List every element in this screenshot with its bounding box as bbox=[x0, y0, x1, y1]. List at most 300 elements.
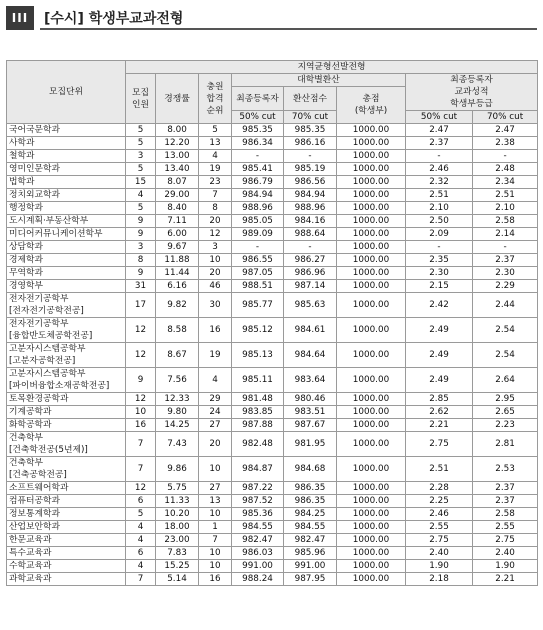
cell-dept bbox=[7, 215, 126, 228]
cell-quota: 4 bbox=[126, 534, 156, 547]
cell-s70: 988.96 bbox=[284, 202, 337, 215]
dept-line: 산업보안학과 bbox=[9, 522, 60, 532]
cell-quota: 9 bbox=[126, 215, 156, 228]
cell-dept bbox=[7, 573, 126, 586]
cell-s50: 983.85 bbox=[232, 406, 284, 419]
dept-line: 국어국문학과 bbox=[9, 125, 60, 135]
cell-dept bbox=[7, 163, 126, 176]
table-row bbox=[7, 280, 538, 293]
cell-comp: 7.11 bbox=[156, 215, 199, 228]
cell-g50: 2.21 bbox=[406, 419, 473, 432]
cell-total: 1000.00 bbox=[337, 189, 406, 202]
cell-s70: 981.95 bbox=[284, 432, 337, 457]
cell-s50: 987.88 bbox=[232, 419, 284, 432]
cell-comp: 5.75 bbox=[156, 482, 199, 495]
table-row bbox=[7, 267, 538, 280]
cell-total: 1000.00 bbox=[337, 280, 406, 293]
cell-total: 1000.00 bbox=[337, 368, 406, 393]
dept-line: 경영학부 bbox=[9, 281, 43, 291]
cell-dept bbox=[7, 495, 126, 508]
cell-total: 1000.00 bbox=[337, 457, 406, 482]
cell-s70: 982.47 bbox=[284, 534, 337, 547]
cell-quota: 16 bbox=[126, 419, 156, 432]
section-title: [수시] 학생부교과전형 bbox=[44, 11, 184, 27]
dept-line: 건축학부 bbox=[9, 458, 43, 468]
cell-g50: 2.35 bbox=[406, 254, 473, 267]
cell-comp: 11.88 bbox=[156, 254, 199, 267]
cell-s70: 986.56 bbox=[284, 176, 337, 189]
cell-total: 1000.00 bbox=[337, 343, 406, 368]
cell-total: 1000.00 bbox=[337, 560, 406, 573]
dept-line: 무역학과 bbox=[9, 268, 43, 278]
dept-line: [건축학전공(5년제)] bbox=[9, 445, 88, 455]
header-grade-cut50: 50% cut bbox=[406, 111, 473, 124]
table-row bbox=[7, 163, 538, 176]
cell-s50: 984.94 bbox=[232, 189, 284, 202]
cell-wait: 10 bbox=[199, 457, 232, 482]
dept-line: 전자전기공학부 bbox=[9, 294, 69, 304]
cell-g70: 1.90 bbox=[473, 560, 538, 573]
cell-wait: 4 bbox=[199, 368, 232, 393]
cell-s50: 986.03 bbox=[232, 547, 284, 560]
cell-total: 1000.00 bbox=[337, 215, 406, 228]
cell-wait: 10 bbox=[199, 547, 232, 560]
cell-g50: 2.30 bbox=[406, 267, 473, 280]
cell-s50: - bbox=[232, 150, 284, 163]
cell-dept bbox=[7, 534, 126, 547]
cell-g50: 2.50 bbox=[406, 215, 473, 228]
cell-dept bbox=[7, 241, 126, 254]
cell-dept bbox=[7, 560, 126, 573]
header-waitlist-line1: 충원 bbox=[206, 81, 224, 92]
table-row bbox=[7, 124, 538, 137]
table-row bbox=[7, 293, 538, 318]
cell-dept bbox=[7, 521, 126, 534]
cell-quota: 5 bbox=[126, 124, 156, 137]
cell-s50: 987.05 bbox=[232, 267, 284, 280]
table-row bbox=[7, 495, 538, 508]
cell-wait: 10 bbox=[199, 254, 232, 267]
cell-g50: 2.15 bbox=[406, 280, 473, 293]
cell-g50: 2.49 bbox=[406, 368, 473, 393]
cell-s70: 985.63 bbox=[284, 293, 337, 318]
table-row bbox=[7, 560, 538, 573]
cell-total: 1000.00 bbox=[337, 573, 406, 586]
cell-wait: 20 bbox=[199, 267, 232, 280]
cell-quota: 10 bbox=[126, 406, 156, 419]
cell-s70: 985.96 bbox=[284, 547, 337, 560]
cell-g70: 2.81 bbox=[473, 432, 538, 457]
cell-s50: 984.87 bbox=[232, 457, 284, 482]
cell-g70: 2.30 bbox=[473, 267, 538, 280]
table-row bbox=[7, 457, 538, 482]
cell-g50: 2.51 bbox=[406, 189, 473, 202]
cell-g50: 2.51 bbox=[406, 457, 473, 482]
table-row bbox=[7, 343, 538, 368]
cell-wait: 5 bbox=[199, 124, 232, 137]
cell-comp: 7.43 bbox=[156, 432, 199, 457]
cell-g50: 2.62 bbox=[406, 406, 473, 419]
cell-s50: - bbox=[232, 241, 284, 254]
header-group: 지역균형선발전형 bbox=[126, 61, 538, 74]
header-grade-line3: 학생부등급 bbox=[450, 99, 493, 109]
header-waitlist-line3: 순위 bbox=[206, 105, 224, 116]
header-grade-line1: 최종등록자 bbox=[450, 75, 493, 85]
cell-s70: - bbox=[284, 150, 337, 163]
header-dept: 모집단위 bbox=[7, 61, 126, 124]
cell-total: 1000.00 bbox=[337, 293, 406, 318]
cell-g70: 2.40 bbox=[473, 547, 538, 560]
dept-line: 한문교육과 bbox=[9, 535, 52, 545]
cell-g50: 2.75 bbox=[406, 534, 473, 547]
table-row bbox=[7, 393, 538, 406]
cell-g50: 2.40 bbox=[406, 547, 473, 560]
cell-dept bbox=[7, 202, 126, 215]
table-body bbox=[7, 124, 538, 586]
cell-comp: 9.86 bbox=[156, 457, 199, 482]
cell-s70: 987.67 bbox=[284, 419, 337, 432]
cell-quota: 6 bbox=[126, 547, 156, 560]
cell-g70: 2.58 bbox=[473, 215, 538, 228]
cell-s50: 988.96 bbox=[232, 202, 284, 215]
cell-quota: 6 bbox=[126, 495, 156, 508]
header-quota-line1: 모집 bbox=[132, 87, 149, 98]
cell-total: 1000.00 bbox=[337, 393, 406, 406]
cell-wait: 23 bbox=[199, 176, 232, 189]
cell-comp: 6.00 bbox=[156, 228, 199, 241]
cell-quota: 31 bbox=[126, 280, 156, 293]
table-row bbox=[7, 254, 538, 267]
cell-s50: 985.13 bbox=[232, 343, 284, 368]
cell-dept bbox=[7, 432, 126, 457]
cell-s50: 986.55 bbox=[232, 254, 284, 267]
cell-s50: 984.55 bbox=[232, 521, 284, 534]
cell-g50: 2.75 bbox=[406, 432, 473, 457]
cell-g70: 2.29 bbox=[473, 280, 538, 293]
cell-total: 1000.00 bbox=[337, 176, 406, 189]
cell-quota: 9 bbox=[126, 228, 156, 241]
cell-g70: 2.51 bbox=[473, 189, 538, 202]
table-row bbox=[7, 521, 538, 534]
cell-dept bbox=[7, 393, 126, 406]
cell-g70: 2.53 bbox=[473, 457, 538, 482]
cell-s50: 985.36 bbox=[232, 508, 284, 521]
section-number-badge: III bbox=[6, 6, 34, 30]
dept-line: 행정학과 bbox=[9, 203, 43, 213]
cell-total: 1000.00 bbox=[337, 406, 406, 419]
cell-wait: 29 bbox=[199, 393, 232, 406]
cell-s50: 989.09 bbox=[232, 228, 284, 241]
cell-comp: 8.67 bbox=[156, 343, 199, 368]
cell-wait: 46 bbox=[199, 280, 232, 293]
cell-s70: 984.61 bbox=[284, 318, 337, 343]
cell-s50: 985.11 bbox=[232, 368, 284, 393]
dept-line: 정보통계학과 bbox=[9, 509, 60, 519]
header-total-line2: (학생부) bbox=[354, 106, 388, 116]
table-row bbox=[7, 406, 538, 419]
table-row bbox=[7, 482, 538, 495]
cell-wait: 27 bbox=[199, 482, 232, 495]
cell-total: 1000.00 bbox=[337, 521, 406, 534]
section-title-bar bbox=[6, 6, 537, 30]
table-row bbox=[7, 150, 538, 163]
cell-g50: 2.49 bbox=[406, 318, 473, 343]
header-total-line1: 총점 bbox=[362, 94, 380, 104]
dept-line: [파이버융합소재공학전공] bbox=[9, 381, 110, 391]
table-row bbox=[7, 215, 538, 228]
cell-s70: 987.95 bbox=[284, 573, 337, 586]
cell-comp: 15.25 bbox=[156, 560, 199, 573]
cell-g50: 2.46 bbox=[406, 163, 473, 176]
dept-line: 소프트웨어학과 bbox=[9, 483, 69, 493]
header-final-reg: 최종등록자 bbox=[232, 87, 284, 111]
cell-g50: 2.28 bbox=[406, 482, 473, 495]
cell-dept bbox=[7, 280, 126, 293]
dept-line: 특수교육과 bbox=[9, 548, 52, 558]
cell-s50: 985.41 bbox=[232, 163, 284, 176]
cell-g50: 2.46 bbox=[406, 508, 473, 521]
dept-line: [건축공학전공] bbox=[9, 470, 67, 480]
cell-quota: 5 bbox=[126, 508, 156, 521]
cell-dept bbox=[7, 150, 126, 163]
dept-line: 건축학부 bbox=[9, 433, 43, 443]
cell-wait: 30 bbox=[199, 293, 232, 318]
cell-s70: 980.46 bbox=[284, 393, 337, 406]
cell-quota: 7 bbox=[126, 432, 156, 457]
table-row bbox=[7, 547, 538, 560]
cell-quota: 4 bbox=[126, 189, 156, 202]
cell-g70: 2.37 bbox=[473, 495, 538, 508]
cell-g50: 2.25 bbox=[406, 495, 473, 508]
cell-comp: 11.44 bbox=[156, 267, 199, 280]
cell-total: 1000.00 bbox=[337, 163, 406, 176]
title-underline bbox=[40, 28, 537, 30]
cell-wait: 10 bbox=[199, 508, 232, 521]
cell-wait: 7 bbox=[199, 189, 232, 202]
dept-line: 컴퓨터공학과 bbox=[9, 496, 60, 506]
cell-total: 1000.00 bbox=[337, 137, 406, 150]
cell-wait: 24 bbox=[199, 406, 232, 419]
header-total bbox=[337, 87, 406, 124]
cell-g70: 2.95 bbox=[473, 393, 538, 406]
cell-s50: 981.48 bbox=[232, 393, 284, 406]
cell-g70: - bbox=[473, 150, 538, 163]
table-row bbox=[7, 534, 538, 547]
cell-quota: 4 bbox=[126, 560, 156, 573]
cell-g50: 2.09 bbox=[406, 228, 473, 241]
dept-line: 과학교육과 bbox=[9, 574, 52, 584]
cell-comp: 12.33 bbox=[156, 393, 199, 406]
cell-g50: 2.37 bbox=[406, 137, 473, 150]
dept-line: 전자전기공학부 bbox=[9, 319, 69, 329]
cell-comp: 8.07 bbox=[156, 176, 199, 189]
admission-results-table bbox=[6, 60, 538, 586]
cell-wait: 19 bbox=[199, 343, 232, 368]
cell-g70: 2.58 bbox=[473, 508, 538, 521]
cell-g70: 2.47 bbox=[473, 124, 538, 137]
cell-total: 1000.00 bbox=[337, 202, 406, 215]
cell-dept bbox=[7, 419, 126, 432]
dept-line: [전자전기공학전공] bbox=[9, 306, 84, 316]
dept-line: 화학공학과 bbox=[9, 420, 52, 430]
cell-s50: 982.47 bbox=[232, 534, 284, 547]
cell-s70: 983.64 bbox=[284, 368, 337, 393]
cell-wait: 19 bbox=[199, 163, 232, 176]
cell-dept bbox=[7, 406, 126, 419]
cell-comp: 23.00 bbox=[156, 534, 199, 547]
cell-g70: 2.10 bbox=[473, 202, 538, 215]
cell-dept bbox=[7, 318, 126, 343]
cell-s70: 991.00 bbox=[284, 560, 337, 573]
header-waitlist bbox=[199, 74, 232, 124]
cell-wait: 1 bbox=[199, 521, 232, 534]
cell-s70: 984.25 bbox=[284, 508, 337, 521]
dept-line: 정치외교학과 bbox=[9, 190, 60, 200]
cell-comp: 7.83 bbox=[156, 547, 199, 560]
cell-s70: 987.14 bbox=[284, 280, 337, 293]
cell-g70: - bbox=[473, 241, 538, 254]
cell-s50: 982.48 bbox=[232, 432, 284, 457]
header-grade-cut70: 70% cut bbox=[473, 111, 538, 124]
cell-comp: 7.56 bbox=[156, 368, 199, 393]
cell-quota: 9 bbox=[126, 368, 156, 393]
header-waitlist-line2: 합격 bbox=[206, 93, 224, 104]
dept-line: 토목환경공학과 bbox=[9, 394, 69, 404]
cell-s70: 986.96 bbox=[284, 267, 337, 280]
cell-quota: 5 bbox=[126, 202, 156, 215]
cell-g70: 2.14 bbox=[473, 228, 538, 241]
table-row bbox=[7, 419, 538, 432]
cell-g70: 2.44 bbox=[473, 293, 538, 318]
cell-s50: 985.77 bbox=[232, 293, 284, 318]
cell-s70: 985.19 bbox=[284, 163, 337, 176]
table-row bbox=[7, 318, 538, 343]
cell-dept bbox=[7, 228, 126, 241]
cell-g70: 2.37 bbox=[473, 254, 538, 267]
cell-quota: 7 bbox=[126, 573, 156, 586]
cell-s50: 985.35 bbox=[232, 124, 284, 137]
cell-wait: 16 bbox=[199, 318, 232, 343]
dept-line: 미디어커뮤니케이션학부 bbox=[9, 229, 103, 239]
cell-g70: 2.54 bbox=[473, 318, 538, 343]
cell-wait: 4 bbox=[199, 150, 232, 163]
cell-dept bbox=[7, 343, 126, 368]
cell-comp: 10.20 bbox=[156, 508, 199, 521]
cell-dept bbox=[7, 267, 126, 280]
cell-dept bbox=[7, 137, 126, 150]
cell-quota: 12 bbox=[126, 393, 156, 406]
cell-g50: - bbox=[406, 241, 473, 254]
cell-comp: 14.25 bbox=[156, 419, 199, 432]
dept-line: 도시계획·부동산학부 bbox=[9, 216, 89, 226]
cell-total: 1000.00 bbox=[337, 124, 406, 137]
cell-g70: 2.21 bbox=[473, 573, 538, 586]
cell-dept bbox=[7, 482, 126, 495]
cell-s70: 988.64 bbox=[284, 228, 337, 241]
cell-wait: 10 bbox=[199, 560, 232, 573]
header-conv-score: 환산점수 bbox=[284, 87, 337, 111]
dept-line: 사학과 bbox=[9, 138, 35, 148]
cell-total: 1000.00 bbox=[337, 419, 406, 432]
cell-comp: 9.67 bbox=[156, 241, 199, 254]
cell-wait: 7 bbox=[199, 534, 232, 547]
dept-line: 경제학과 bbox=[9, 255, 43, 265]
cell-s70: 986.35 bbox=[284, 482, 337, 495]
dept-line: [고분자공학전공] bbox=[9, 356, 76, 366]
cell-dept bbox=[7, 254, 126, 267]
table-row bbox=[7, 228, 538, 241]
cell-g50: 2.55 bbox=[406, 521, 473, 534]
cell-wait: 8 bbox=[199, 202, 232, 215]
cell-quota: 5 bbox=[126, 137, 156, 150]
cell-wait: 20 bbox=[199, 215, 232, 228]
dept-line: 상담학과 bbox=[9, 242, 43, 252]
cell-s50: 991.00 bbox=[232, 560, 284, 573]
cell-comp: 8.40 bbox=[156, 202, 199, 215]
cell-wait: 13 bbox=[199, 495, 232, 508]
cell-g70: 2.54 bbox=[473, 343, 538, 368]
header-grade-group bbox=[406, 74, 538, 111]
cell-g50: 2.10 bbox=[406, 202, 473, 215]
cell-g50: 2.42 bbox=[406, 293, 473, 318]
cell-g50: 2.18 bbox=[406, 573, 473, 586]
cell-comp: 9.82 bbox=[156, 293, 199, 318]
cell-total: 1000.00 bbox=[337, 150, 406, 163]
cell-quota: 3 bbox=[126, 150, 156, 163]
cell-comp: 18.00 bbox=[156, 521, 199, 534]
table-row bbox=[7, 202, 538, 215]
cell-g70: 2.23 bbox=[473, 419, 538, 432]
cell-comp: 13.40 bbox=[156, 163, 199, 176]
cell-s70: 986.35 bbox=[284, 495, 337, 508]
cell-comp: 8.00 bbox=[156, 124, 199, 137]
cell-wait: 16 bbox=[199, 573, 232, 586]
cell-g70: 2.48 bbox=[473, 163, 538, 176]
cell-s70: 986.16 bbox=[284, 137, 337, 150]
cell-dept bbox=[7, 547, 126, 560]
cell-dept bbox=[7, 508, 126, 521]
cell-wait: 13 bbox=[199, 137, 232, 150]
cell-quota: 5 bbox=[126, 163, 156, 176]
cell-dept bbox=[7, 293, 126, 318]
cell-g70: 2.37 bbox=[473, 482, 538, 495]
dept-line: 고분자시스템공학부 bbox=[9, 369, 86, 379]
cell-g70: 2.65 bbox=[473, 406, 538, 419]
cell-g70: 2.38 bbox=[473, 137, 538, 150]
cell-s50: 986.34 bbox=[232, 137, 284, 150]
cell-s70: 984.64 bbox=[284, 343, 337, 368]
cell-quota: 12 bbox=[126, 318, 156, 343]
cell-comp: 6.16 bbox=[156, 280, 199, 293]
cell-g50: 1.90 bbox=[406, 560, 473, 573]
table-row bbox=[7, 508, 538, 521]
cell-s50: 988.51 bbox=[232, 280, 284, 293]
dept-line: 고분자시스템공학부 bbox=[9, 344, 86, 354]
cell-comp: 11.33 bbox=[156, 495, 199, 508]
cell-g70: 2.75 bbox=[473, 534, 538, 547]
cell-total: 1000.00 bbox=[337, 267, 406, 280]
header-score-cut70: 70% cut bbox=[284, 111, 337, 124]
cell-g70: 2.64 bbox=[473, 368, 538, 393]
cell-s70: 983.51 bbox=[284, 406, 337, 419]
cell-s50: 985.12 bbox=[232, 318, 284, 343]
dept-line: [융합반도체공학전공] bbox=[9, 331, 93, 341]
cell-quota: 12 bbox=[126, 482, 156, 495]
cell-g50: - bbox=[406, 150, 473, 163]
cell-s50: 987.52 bbox=[232, 495, 284, 508]
header-quota bbox=[126, 74, 156, 124]
table-row bbox=[7, 241, 538, 254]
